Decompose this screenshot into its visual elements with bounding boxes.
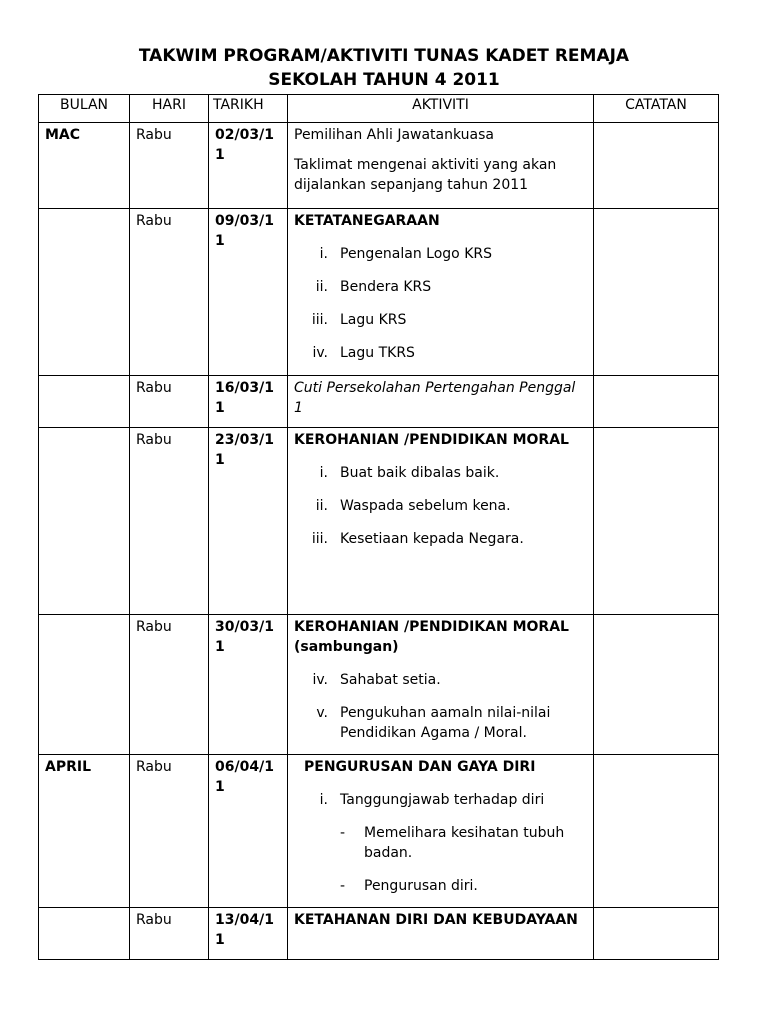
activity-text: Pemilihan Ahli Jawatankuasa <box>294 127 494 143</box>
catatan-cell <box>594 755 719 908</box>
item-number: iii. <box>311 531 328 547</box>
hari-cell: Rabu <box>130 209 209 376</box>
item-text: Memelihara kesihatan tubuh badan. <box>364 825 565 861</box>
hari-cell: Rabu <box>130 908 209 960</box>
list-item <box>294 703 587 743</box>
catatan-cell <box>594 908 719 960</box>
hari-cell: Rabu <box>130 376 209 428</box>
document-title-line2: SEKOLAH TAHUN 4 2011 <box>268 70 500 90</box>
bulan-cell <box>39 428 130 615</box>
table-row <box>39 428 719 615</box>
sub-list-item <box>294 823 587 863</box>
list-item <box>294 277 587 297</box>
bulan-cell <box>39 376 130 428</box>
item-text: Waspada sebelum kena. <box>340 498 511 514</box>
item-text: Tanggungjawab terhadap diri <box>340 792 545 808</box>
catatan-cell <box>594 428 719 615</box>
item-number: iii. <box>311 312 328 328</box>
item-number: i. <box>319 792 328 808</box>
bulan-cell <box>39 209 130 376</box>
item-number: ii. <box>315 498 328 514</box>
hari-cell: Rabu <box>130 615 209 755</box>
hari-cell: Rabu <box>130 428 209 615</box>
header-catatan: CATATAN <box>594 95 719 123</box>
catatan-cell <box>594 123 719 209</box>
list-item <box>294 310 587 330</box>
item-number: ii. <box>315 279 328 295</box>
item-text: Buat baik dibalas baik. <box>340 465 500 481</box>
item-text: Sahabat setia. <box>340 672 441 688</box>
aktiviti-cell <box>288 615 594 755</box>
header-aktiviti: AKTIVITI <box>288 95 594 123</box>
catatan-cell <box>594 376 719 428</box>
activity-heading: KETAHANAN DIRI DAN KEBUDAYAAN <box>294 912 578 928</box>
tarikh-cell: 06/04/11 <box>209 755 288 908</box>
table-row <box>39 615 719 755</box>
activity-text: Taklimat mengenai aktiviti yang akan dijalankan sepanjang tahun 2011 <box>294 157 557 193</box>
activity-heading: KEROHANIAN /PENDIDIKAN MORAL (sambungan) <box>294 619 569 655</box>
table-row <box>39 209 719 376</box>
tarikh-cell: 09/03/11 <box>209 209 288 376</box>
header-hari: HARI <box>130 95 209 123</box>
item-text: Lagu KRS <box>340 312 407 328</box>
list-item <box>294 790 587 810</box>
activity-heading: KEROHANIAN /PENDIDIKAN MORAL <box>294 432 569 448</box>
list-item <box>294 670 587 690</box>
item-number: i. <box>319 246 328 262</box>
tarikh-cell: 16/03/11 <box>209 376 288 428</box>
bulan-cell <box>39 908 130 960</box>
item-text: Pengenalan Logo KRS <box>340 246 492 262</box>
tarikh-cell: 13/04/11 <box>209 908 288 960</box>
item-text: Lagu TKRS <box>340 345 415 361</box>
aktiviti-cell <box>288 123 594 209</box>
hari-cell: Rabu <box>130 755 209 908</box>
list-item <box>294 529 587 549</box>
aktiviti-cell <box>288 209 594 376</box>
item-text: Kesetiaan kepada Negara. <box>340 531 524 547</box>
item-text: Pengukuhan aamaln nilai-nilai Pendidikan Agama / Moral. <box>340 705 551 741</box>
activity-text: Cuti Persekolahan Pertengahan Penggal 1 <box>294 380 576 416</box>
tarikh-cell: 02/03/11 <box>209 123 288 209</box>
document-title-line1: TAKWIM PROGRAM/AKTIVITI TUNAS KADET REMAJA <box>138 46 630 66</box>
aktiviti-cell <box>288 376 594 428</box>
table-row <box>39 123 719 209</box>
table-row <box>39 908 719 960</box>
activity-heading: KETATANEGARAAN <box>294 213 440 229</box>
activity-heading: PENGURUSAN DAN GAYA DIRI <box>304 759 536 775</box>
header-bulan: BULAN <box>39 95 130 123</box>
catatan-cell <box>594 615 719 755</box>
dash-bullet: - <box>340 878 346 894</box>
header-tarikh: TARIKH <box>209 95 288 123</box>
item-number: iv. <box>312 345 328 361</box>
schedule-table <box>38 94 719 960</box>
list-item <box>294 244 587 264</box>
header-row <box>39 95 719 123</box>
list-item <box>294 463 587 483</box>
bulan-cell <box>39 615 130 755</box>
bulan-cell: MAC <box>39 123 130 209</box>
item-number: iv. <box>312 672 328 688</box>
table-row <box>39 755 719 908</box>
aktiviti-cell <box>288 755 594 908</box>
hari-cell: Rabu <box>130 123 209 209</box>
item-number: v. <box>316 705 328 721</box>
aktiviti-cell <box>288 908 594 960</box>
tarikh-cell: 23/03/11 <box>209 428 288 615</box>
tarikh-cell: 30/03/11 <box>209 615 288 755</box>
aktiviti-cell <box>288 428 594 615</box>
item-number: i. <box>319 465 328 481</box>
list-item <box>294 496 587 516</box>
bulan-cell: APRIL <box>39 755 130 908</box>
sub-list-item <box>294 876 587 896</box>
catatan-cell <box>594 209 719 376</box>
dash-bullet: - <box>340 825 346 841</box>
item-text: Bendera KRS <box>340 279 432 295</box>
item-text: Pengurusan diri. <box>364 878 478 894</box>
table-row <box>39 376 719 428</box>
list-item <box>294 343 587 363</box>
